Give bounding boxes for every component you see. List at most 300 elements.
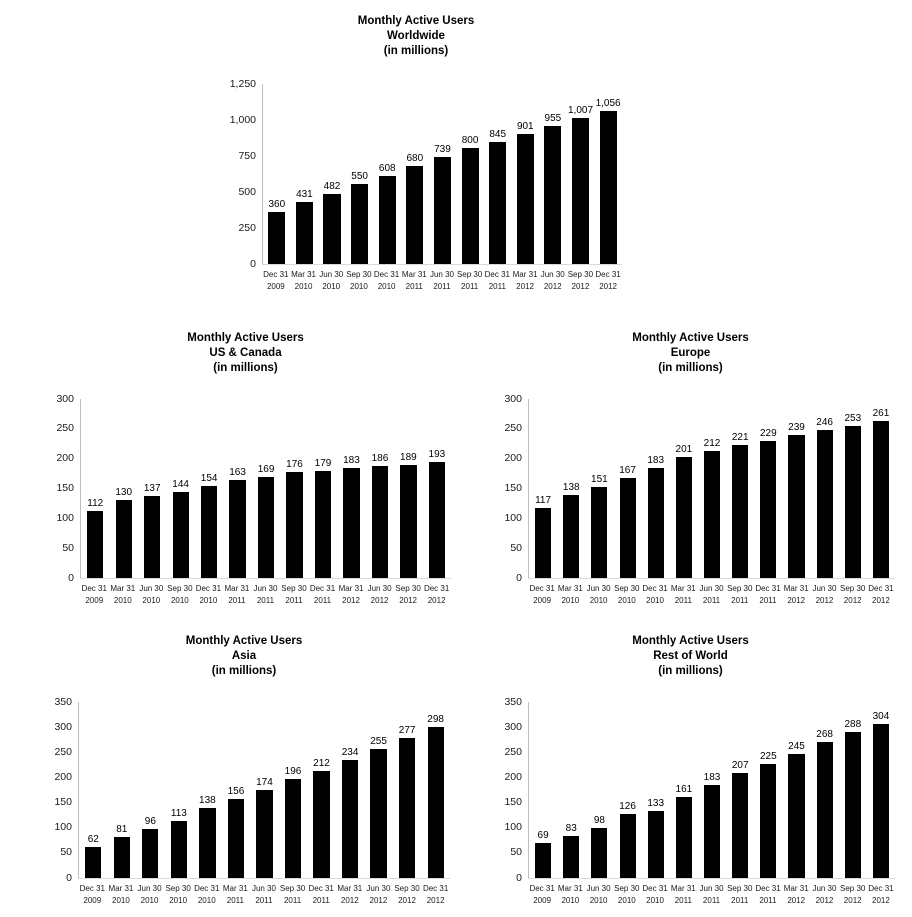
x-axis-label-date: Jun 30 xyxy=(366,883,391,893)
y-tick-label: 50 xyxy=(510,846,522,859)
x-axis-label-year: 2011 xyxy=(255,895,273,905)
x-axis-label-year: 2012 xyxy=(872,895,890,905)
x-axis-label xyxy=(511,269,539,293)
bar xyxy=(591,487,607,578)
x-axis-label xyxy=(373,269,401,293)
x-axis-label-year: 2010 xyxy=(561,895,580,905)
x-axis-label-date: Sep 30 xyxy=(727,583,753,593)
x-axis-label xyxy=(697,583,725,607)
x-axis-label-year: 2012 xyxy=(427,595,446,605)
x-axis-label-year: 2009 xyxy=(533,595,552,605)
y-tick-label: 150 xyxy=(504,796,522,809)
x-axis-label-year: 2010 xyxy=(350,281,368,291)
bar-slot xyxy=(252,399,280,578)
bar-value-label: 154 xyxy=(200,473,218,485)
bar-value-label: 239 xyxy=(788,422,805,434)
bar-value-label: 138 xyxy=(562,482,580,494)
bar xyxy=(144,496,160,578)
x-axis-label xyxy=(166,583,195,607)
bar xyxy=(873,421,889,578)
x-axis-label-year: 2011 xyxy=(405,281,423,291)
bar-value-label: 83 xyxy=(565,823,577,835)
x-axis-label-date: Sep 30 xyxy=(567,269,594,279)
x-axis-label xyxy=(280,583,309,607)
x-axis-label-date: Mar 31 xyxy=(783,583,809,593)
x-axis-label xyxy=(290,269,318,293)
x-axis-label xyxy=(422,583,451,607)
x-axis-label-date: Mar 31 xyxy=(670,583,696,593)
bar-slot xyxy=(585,399,613,578)
bar xyxy=(676,457,692,578)
chart-title-line: (in millions) xyxy=(211,665,277,678)
x-axis-label-year: 2011 xyxy=(256,595,275,605)
bar-slot xyxy=(223,399,251,578)
x-axis-label xyxy=(641,883,669,907)
chart-title-line: Monthly Active Users xyxy=(187,332,304,344)
plot-wrap xyxy=(56,392,451,607)
bar-value-label: 193 xyxy=(428,449,446,461)
bar-value-label: 1,007 xyxy=(567,105,594,117)
x-axis-label xyxy=(421,883,450,907)
bar-slot xyxy=(318,84,346,264)
bar-slot xyxy=(222,702,251,878)
x-axis-label xyxy=(428,269,456,293)
y-tick-label: 250 xyxy=(56,422,74,435)
x-axis-label xyxy=(810,583,838,607)
bar-value-label: 183 xyxy=(703,772,721,784)
x-axis-label-date: Mar 31 xyxy=(222,883,248,893)
x-axis-label-date: Jun 30 xyxy=(139,583,164,593)
x-axis-label-date: Dec 31 xyxy=(595,269,621,279)
chart-title-line: (in millions) xyxy=(658,665,723,678)
bar-slot xyxy=(529,702,557,878)
bar xyxy=(873,724,889,878)
chart-title-line: Monthly Active Users xyxy=(357,15,475,27)
chart-europe xyxy=(486,331,895,607)
x-axis-label-date: Jun 30 xyxy=(367,583,392,593)
x-axis-label xyxy=(839,883,867,907)
plot-area xyxy=(504,695,895,884)
bar xyxy=(87,511,103,578)
x-axis-label-year: 2011 xyxy=(312,895,330,905)
bar xyxy=(399,738,415,878)
bar-value-label: 169 xyxy=(257,464,275,476)
bar xyxy=(517,134,534,264)
bar-value-label: 298 xyxy=(427,714,444,726)
plot-wrap xyxy=(229,77,622,293)
x-axis-label-year: 2010 xyxy=(199,595,218,605)
bar-slot xyxy=(250,702,279,878)
y-tick-label: 200 xyxy=(54,770,72,783)
bar xyxy=(760,764,776,878)
y-tick-label: 0 xyxy=(250,257,256,270)
x-axis-label xyxy=(250,883,279,907)
chart-title xyxy=(486,634,895,680)
x-axis-label xyxy=(456,269,484,293)
bar-value-label: 179 xyxy=(314,458,332,470)
chart-rest-of-world xyxy=(486,634,895,907)
bar-slot xyxy=(291,84,319,264)
bar xyxy=(600,111,617,264)
chart-title xyxy=(486,331,895,377)
x-axis-label-year: 2010 xyxy=(140,895,159,905)
x-axis-label-year: 2010 xyxy=(113,595,132,605)
bar xyxy=(704,785,720,878)
x-axis-label-date: Sep 30 xyxy=(614,583,640,593)
bar xyxy=(563,836,579,878)
chart-title xyxy=(210,14,622,60)
bar-value-label: 151 xyxy=(591,474,608,486)
x-axis-label-year: 2009 xyxy=(266,281,285,291)
bar-value-label: 800 xyxy=(461,135,479,147)
x-axis-label xyxy=(393,883,422,907)
x-axis-label-date: Jun 30 xyxy=(699,883,724,893)
x-axis-label-year: 2010 xyxy=(617,595,636,605)
bar xyxy=(732,773,748,878)
x-axis-label-date: Sep 30 xyxy=(727,883,753,893)
bar xyxy=(342,760,358,878)
x-axis-label-date: Jun 30 xyxy=(586,883,611,893)
x-axis xyxy=(262,269,622,293)
bar-value-label: 1,056 xyxy=(595,98,621,110)
bar xyxy=(285,779,301,878)
x-axis-label xyxy=(539,269,567,293)
bar-value-label: 234 xyxy=(341,747,359,759)
bar-value-label: 246 xyxy=(816,417,833,429)
x-axis-label-date: Dec 31 xyxy=(81,583,107,593)
plot-area xyxy=(56,392,451,584)
y-tick-label: 750 xyxy=(238,149,256,162)
bar-value-label: 277 xyxy=(398,725,416,737)
x-axis-label-date: Sep 30 xyxy=(614,883,640,893)
x-axis-label-date: Mar 31 xyxy=(557,883,583,893)
bar-slot xyxy=(642,399,670,578)
x-axis-label-year: 2012 xyxy=(571,281,590,291)
chart-title-line: Monthly Active Users xyxy=(632,332,749,344)
bar-slot xyxy=(456,84,484,264)
bar-value-label: 196 xyxy=(284,766,302,778)
x-axis-label-date: Sep 30 xyxy=(279,883,306,893)
bar xyxy=(258,477,274,578)
bar-slot xyxy=(193,702,222,878)
x-axis-label-year: 2011 xyxy=(433,281,451,291)
x-axis-label-year: 2012 xyxy=(340,895,359,905)
bar-slot xyxy=(867,399,895,578)
bar-slot xyxy=(782,702,810,878)
x-axis-label-date: Dec 31 xyxy=(194,883,220,893)
x-axis-label xyxy=(135,883,164,907)
bar xyxy=(845,732,861,878)
bar xyxy=(114,837,130,878)
bar-value-label: 113 xyxy=(170,808,187,820)
x-axis-label xyxy=(697,883,725,907)
x-axis-label xyxy=(400,269,428,293)
x-axis-label-date: Mar 31 xyxy=(108,883,134,893)
x-axis-label-year: 2011 xyxy=(283,895,302,905)
bar-value-label: 901 xyxy=(516,121,534,133)
x-axis-label-date: Mar 31 xyxy=(783,883,809,893)
bar-slot xyxy=(670,702,698,878)
x-axis-label-year: 2010 xyxy=(561,595,580,605)
bar xyxy=(323,194,340,264)
x-axis-label-date: Jun 30 xyxy=(253,583,278,593)
bar xyxy=(372,466,388,578)
bar xyxy=(351,184,368,264)
bar xyxy=(845,426,861,578)
x-axis-label-year: 2011 xyxy=(731,595,749,605)
x-axis-label-date: Sep 30 xyxy=(394,883,420,893)
bar-value-label: 201 xyxy=(675,444,693,456)
bar-slot xyxy=(839,702,867,878)
x-axis-label xyxy=(164,883,193,907)
x-axis-label xyxy=(251,583,280,607)
bar-value-label: 176 xyxy=(286,459,303,471)
bar-value-label: 133 xyxy=(647,798,665,810)
bar-slot xyxy=(336,702,365,878)
bar-value-label: 96 xyxy=(144,816,156,828)
x-axis-label xyxy=(308,583,337,607)
bar-slot xyxy=(401,84,429,264)
bar-slot xyxy=(195,399,223,578)
bar-value-label: 253 xyxy=(844,413,862,425)
x-axis-label-year: 2010 xyxy=(112,895,130,905)
bar-value-label: 229 xyxy=(759,428,777,440)
x-axis-label-date: Dec 31 xyxy=(868,583,894,593)
bar xyxy=(648,811,664,878)
chart-us-canada xyxy=(40,331,451,607)
bar-slot xyxy=(364,702,393,878)
bar-slot xyxy=(165,702,194,878)
x-axis-label-date: Sep 30 xyxy=(346,269,372,279)
bar xyxy=(788,435,804,578)
x-axis-label-year: 2011 xyxy=(759,595,777,605)
x-axis-label-year: 2011 xyxy=(461,281,479,291)
bar-value-label: 304 xyxy=(872,711,890,723)
x-axis-label-date: Jun 30 xyxy=(137,883,162,893)
bar-value-label: 81 xyxy=(116,824,128,836)
y-tick-label: 250 xyxy=(504,745,522,758)
x-axis-label-year: 2012 xyxy=(843,895,862,905)
bar-slot xyxy=(557,399,585,578)
x-axis-label-date: Dec 31 xyxy=(423,583,450,593)
bar-slot xyxy=(109,399,137,578)
x-axis-label-year: 2010 xyxy=(142,595,161,605)
bar xyxy=(199,808,215,878)
x-axis-label-year: 2012 xyxy=(815,895,834,905)
y-tick-label: 500 xyxy=(238,185,256,198)
bar-value-label: 268 xyxy=(816,729,833,741)
y-tick-label: 250 xyxy=(54,745,72,758)
chart-asia xyxy=(38,634,450,907)
bar-value-label: 207 xyxy=(731,760,749,772)
x-axis-label-year: 2012 xyxy=(342,595,360,605)
bar-slot xyxy=(423,399,451,578)
plot-area xyxy=(229,77,622,270)
bar-value-label: 183 xyxy=(343,455,360,467)
bar-slot xyxy=(698,399,726,578)
x-axis-label-date: Mar 31 xyxy=(337,883,363,893)
bar-value-label: 225 xyxy=(759,751,777,763)
x-axis-label xyxy=(669,883,697,907)
bar xyxy=(544,126,561,264)
x-axis-label xyxy=(528,583,556,607)
x-axis-label-year: 2012 xyxy=(399,595,417,605)
y-tick-label: 0 xyxy=(516,871,522,884)
x-axis-label-year: 2012 xyxy=(426,895,445,905)
x-axis-label-year: 2010 xyxy=(589,595,608,605)
bar-slot xyxy=(307,702,336,878)
bar-slot xyxy=(567,84,595,264)
bar-slot xyxy=(79,702,108,878)
bar-slot xyxy=(337,399,365,578)
bar-value-label: 360 xyxy=(268,199,286,211)
bar xyxy=(201,486,217,578)
chart-title-line: US & Canada xyxy=(209,347,282,360)
bar-value-label: 221 xyxy=(731,432,749,444)
x-axis-label xyxy=(867,583,895,607)
x-axis-label-year: 2011 xyxy=(759,895,777,905)
bar xyxy=(817,742,833,878)
x-axis-label-year: 2012 xyxy=(398,895,416,905)
bar-slot xyxy=(484,84,512,264)
bar-value-label: 161 xyxy=(675,784,693,796)
bar-value-label: 255 xyxy=(370,736,387,748)
x-axis-label xyxy=(194,583,223,607)
bar-slot xyxy=(754,702,782,878)
x-axis-label-date: Dec 31 xyxy=(309,583,336,593)
bar-value-label: 261 xyxy=(872,408,890,420)
bar-value-label: 163 xyxy=(229,467,246,479)
bar xyxy=(116,500,132,578)
x-axis xyxy=(80,583,451,607)
bar xyxy=(760,441,776,578)
bar-slot xyxy=(421,702,450,878)
x-axis-label xyxy=(556,883,584,907)
x-axis-label xyxy=(307,883,336,907)
x-axis-label-year: 2011 xyxy=(702,895,721,905)
bar-slot xyxy=(136,702,165,878)
x-axis-label-year: 2012 xyxy=(370,595,389,605)
x-axis-label-year: 2009 xyxy=(83,895,102,905)
plot-wrap xyxy=(504,392,895,607)
x-axis-label-date: Mar 31 xyxy=(401,269,427,279)
bar xyxy=(256,790,272,878)
bar-slot xyxy=(585,702,613,878)
bar xyxy=(434,157,451,264)
x-axis-label-date: Dec 31 xyxy=(195,583,222,593)
bar-value-label: 138 xyxy=(199,795,216,807)
x-axis-label xyxy=(782,883,810,907)
bar xyxy=(370,749,386,878)
x-axis-label xyxy=(223,583,252,607)
x-axis-label-year: 2012 xyxy=(369,895,388,905)
y-tick-label: 50 xyxy=(62,541,74,554)
bar xyxy=(313,771,329,878)
bar xyxy=(85,847,101,878)
x-axis-label-year: 2012 xyxy=(815,595,834,605)
bar-slot xyxy=(754,399,782,578)
y-tick-label: 150 xyxy=(504,482,522,495)
bar-slot xyxy=(346,84,374,264)
bar-slot xyxy=(394,399,422,578)
bar-slot xyxy=(726,399,754,578)
bar xyxy=(229,480,245,578)
x-axis-label-year: 2012 xyxy=(599,281,617,291)
bar-slot xyxy=(782,399,810,578)
x-axis xyxy=(528,883,895,907)
bar xyxy=(572,118,589,264)
bar-slot xyxy=(166,399,194,578)
x-axis-label xyxy=(337,583,366,607)
x-axis-label-year: 2011 xyxy=(731,895,749,905)
x-axis xyxy=(78,883,450,907)
x-axis-label-year: 2009 xyxy=(533,895,552,905)
x-axis-label-date: Mar 31 xyxy=(338,583,364,593)
x-axis-label-year: 2011 xyxy=(488,281,506,291)
bar-slot xyxy=(529,399,557,578)
y-tick-label: 100 xyxy=(56,511,74,524)
plot-wrap xyxy=(54,695,450,907)
x-axis-label-year: 2011 xyxy=(674,895,692,905)
bar-value-label: 482 xyxy=(323,181,341,193)
x-axis-label-year: 2012 xyxy=(787,895,806,905)
x-axis-label xyxy=(726,883,754,907)
x-axis-label xyxy=(782,583,810,607)
x-axis-label xyxy=(567,269,595,293)
x-axis-label-year: 2010 xyxy=(646,595,664,605)
x-axis-label xyxy=(364,883,393,907)
bar xyxy=(268,212,285,264)
bar-value-label: 186 xyxy=(371,453,389,465)
x-axis-label-date: Mar 31 xyxy=(512,269,538,279)
bar-slot xyxy=(613,702,641,878)
x-axis-label-year: 2012 xyxy=(543,281,562,291)
bar xyxy=(429,462,445,578)
y-tick-label: 150 xyxy=(56,482,74,495)
x-axis-label xyxy=(192,883,221,907)
x-axis xyxy=(528,583,895,607)
x-axis-label-year: 2011 xyxy=(228,595,246,605)
chart-worldwide xyxy=(210,14,622,293)
bar-value-label: 212 xyxy=(313,758,330,770)
x-axis-label-year: 2012 xyxy=(787,595,806,605)
bar-value-label: 955 xyxy=(544,113,562,125)
bar xyxy=(648,468,664,578)
bar xyxy=(704,451,720,578)
x-axis-label xyxy=(221,883,250,907)
bar xyxy=(406,166,423,264)
bar-slot xyxy=(539,84,567,264)
x-axis-label-year: 2012 xyxy=(516,281,534,291)
x-axis-label-year: 2010 xyxy=(377,281,396,291)
y-tick-label: 0 xyxy=(68,571,74,584)
bar xyxy=(788,754,804,878)
y-tick-label: 200 xyxy=(56,452,74,465)
x-axis-label xyxy=(345,269,373,293)
y-tick-label: 50 xyxy=(60,846,72,859)
chart-title xyxy=(40,331,451,377)
x-axis-label-date: Mar 31 xyxy=(110,583,136,593)
y-tick-label: 200 xyxy=(504,452,522,465)
x-axis-label xyxy=(262,269,290,293)
bar-slot xyxy=(309,399,337,578)
x-axis-label xyxy=(556,583,584,607)
bar-value-label: 288 xyxy=(844,719,862,731)
x-axis-label xyxy=(109,583,138,607)
x-axis-label-date: Dec 31 xyxy=(422,883,449,893)
y-tick-label: 100 xyxy=(504,511,522,524)
x-axis-label xyxy=(78,883,107,907)
